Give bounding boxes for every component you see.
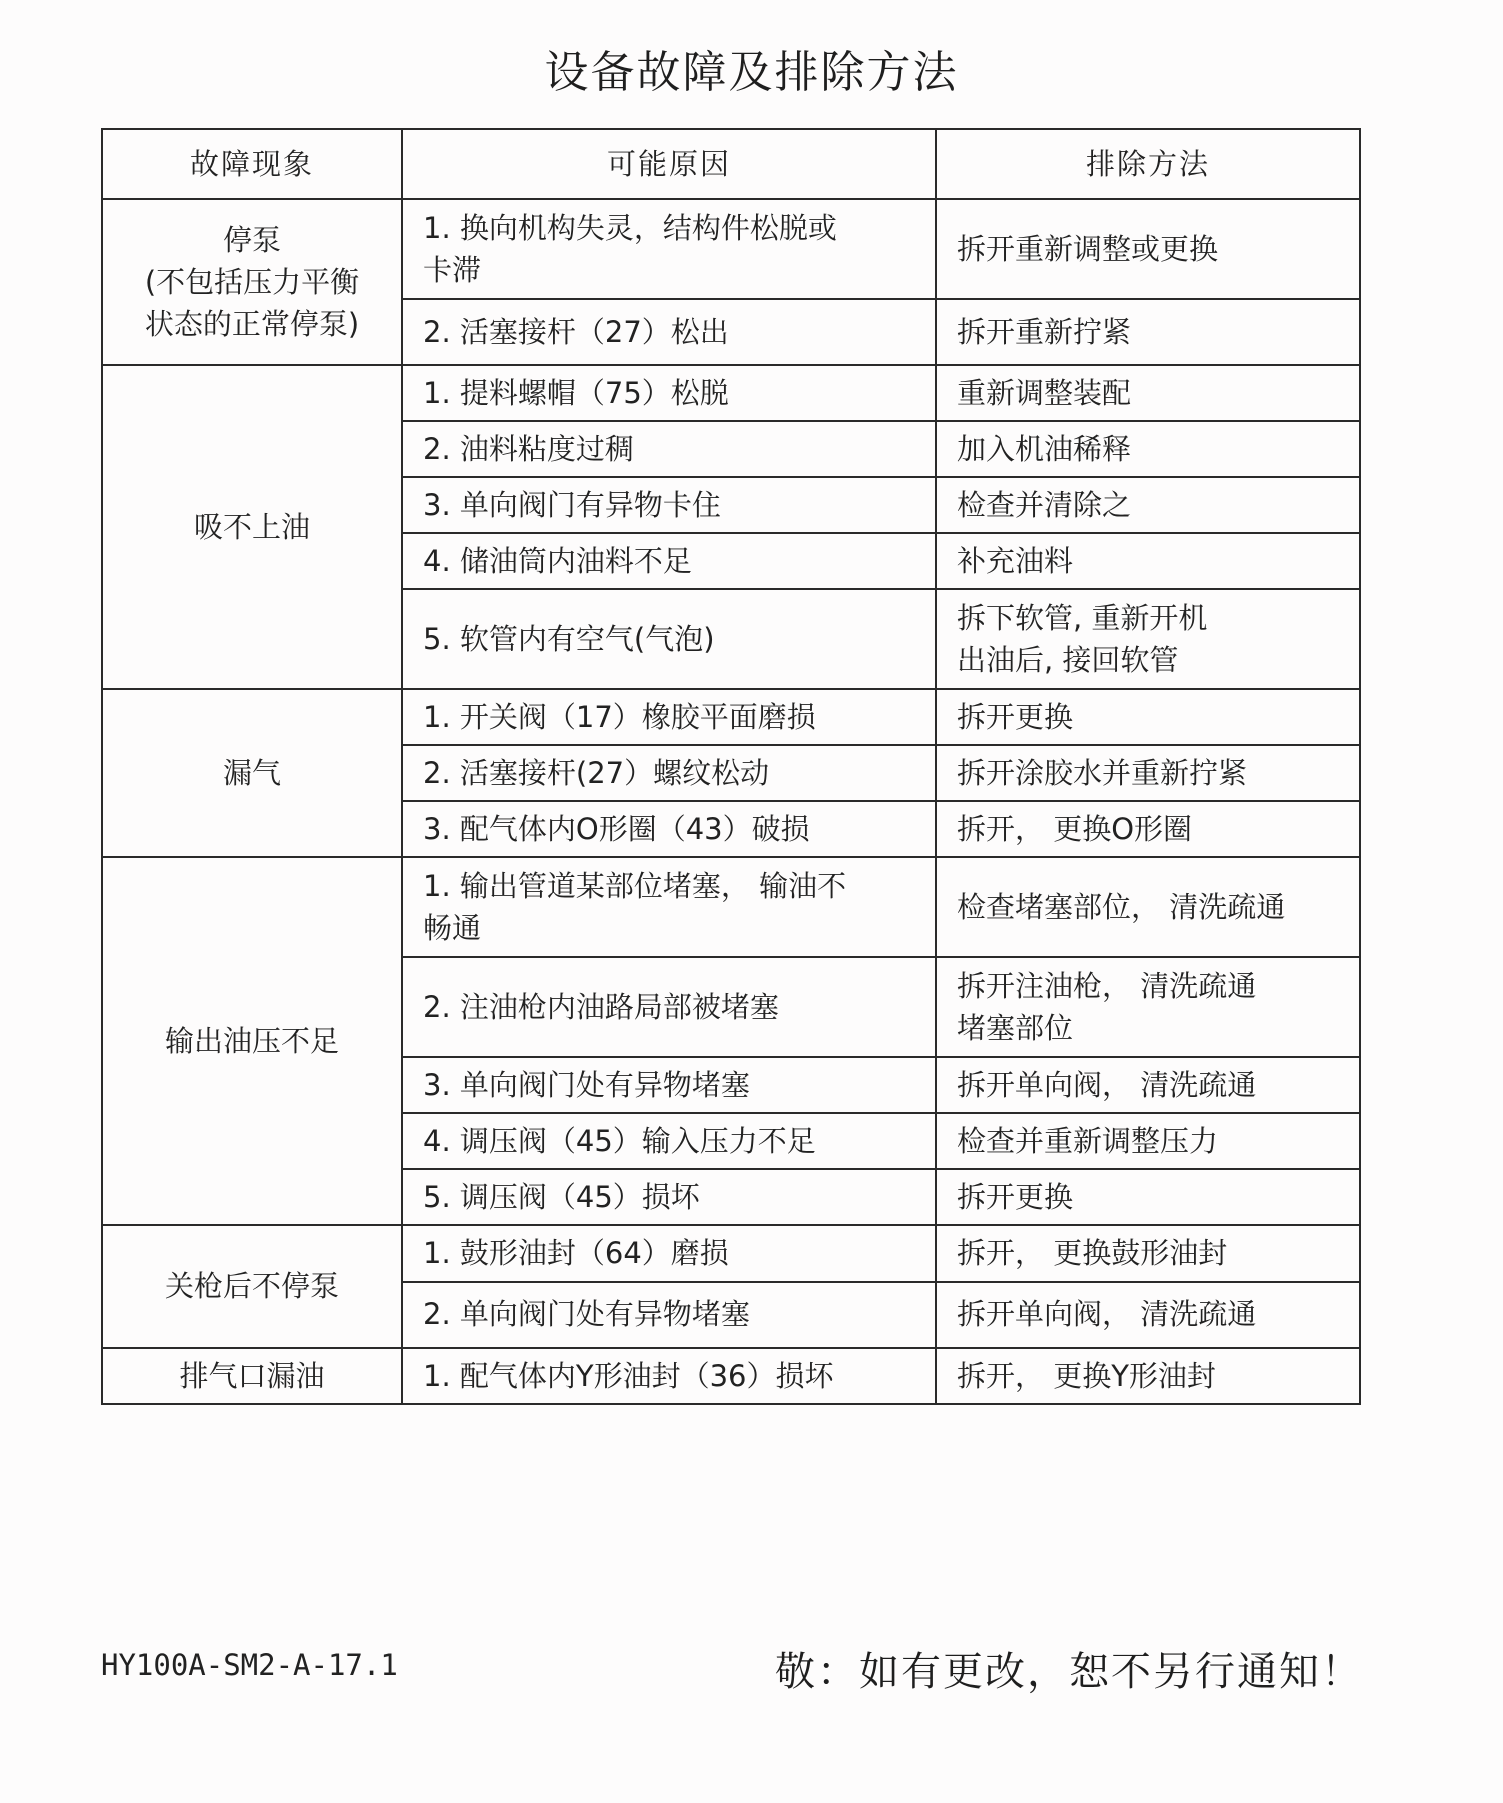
- fix-cell: [936, 745, 1360, 801]
- symptom-text: 关枪后不停泵: [164, 1269, 339, 1304]
- fix-cell: [936, 1057, 1360, 1113]
- fix-text: 补充油料: [957, 544, 1074, 579]
- fix-text: 拆下软管, 重新开机 出油后, 接回软管: [957, 601, 1208, 678]
- cause-cell: [402, 1225, 936, 1281]
- fix-cell: [936, 857, 1360, 957]
- symptom-cell: [102, 1225, 402, 1347]
- change-notice: 敬：如有更改，恕不另行通知！: [775, 1649, 1363, 1695]
- cause-cell: [402, 199, 936, 299]
- cause-text: 1. 提料螺帽（75）松脱: [423, 376, 729, 410]
- fix-cell: [936, 589, 1360, 689]
- cause-cell: [402, 801, 936, 857]
- cause-cell: [402, 745, 936, 801]
- table-header-row: [102, 129, 1360, 199]
- document-code: HY100A-SM2-A-17.1: [101, 1648, 398, 1682]
- fix-text: 拆开， 更换鼓形油封: [957, 1236, 1228, 1271]
- cause-cell: [402, 1282, 936, 1348]
- cause-text: 1. 输出管道某部位堵塞， 输油不 畅通: [423, 869, 847, 946]
- cause-cell: [402, 299, 936, 365]
- fix-text: 拆开， 更换O形圈: [957, 812, 1193, 847]
- cause-text: 2. 活塞接杆(27）螺纹松动: [423, 756, 770, 791]
- symptom-text: 漏气: [222, 756, 281, 791]
- fix-cell: [936, 689, 1360, 745]
- table-row: [102, 365, 1360, 421]
- table-row: [102, 857, 1360, 957]
- cause-cell: [402, 533, 936, 589]
- cause-text: 1. 鼓形油封（64）磨损: [423, 1236, 729, 1271]
- fix-text: 检查并清除之: [957, 488, 1132, 523]
- cause-text: 1. 换向机构失灵，结构件松脱或 卡滞: [423, 210, 837, 287]
- cause-cell: [402, 589, 936, 689]
- table-row: [102, 1348, 1360, 1404]
- cause-cell: [402, 1169, 936, 1225]
- column-header-fix: 排除方法: [936, 129, 1360, 199]
- cause-cell: [402, 1348, 936, 1404]
- fix-cell: [936, 1169, 1360, 1225]
- column-header-cause: 可能原因: [402, 129, 936, 199]
- fix-cell: [936, 801, 1360, 857]
- cause-cell: [402, 1057, 936, 1113]
- fix-text: 拆开， 更换Y形油封: [957, 1358, 1216, 1393]
- symptom-cell: [102, 199, 402, 365]
- table-row: [102, 689, 1360, 745]
- symptom-text: 排气口漏油: [179, 1358, 325, 1393]
- fault-table: [101, 128, 1361, 1405]
- symptom-text: 吸不上油: [193, 510, 310, 545]
- symptom-cell: [102, 689, 402, 857]
- cause-cell: [402, 421, 936, 477]
- fix-text: 拆开涂胶水并重新拧紧: [957, 756, 1248, 791]
- fix-cell: [936, 1282, 1360, 1348]
- fix-text: 拆开单向阀， 清洗疏通: [957, 1068, 1257, 1103]
- cause-text: 2. 活塞接杆（27）松出: [423, 314, 729, 349]
- cause-text: 2. 注油枪内油路局部被堵塞: [423, 990, 779, 1025]
- cause-cell: [402, 689, 936, 745]
- cause-text: 2. 单向阀门处有异物堵塞: [423, 1297, 750, 1332]
- fix-cell: [936, 1113, 1360, 1169]
- symptom-cell: [102, 365, 402, 689]
- cause-cell: [402, 365, 936, 421]
- fix-cell: [936, 365, 1360, 421]
- cause-text: 4. 调压阀（45）输入压力不足: [423, 1124, 816, 1159]
- fix-text: 拆开更换: [957, 700, 1074, 735]
- cause-text: 3. 单向阀门处有异物堵塞: [423, 1068, 750, 1103]
- symptom-cell: [102, 857, 402, 1225]
- fix-cell: [936, 533, 1360, 589]
- cause-cell: [402, 477, 936, 533]
- fix-cell: [936, 957, 1360, 1057]
- fix-text: 拆开注油枪， 清洗疏通 堵塞部位: [957, 969, 1257, 1046]
- fix-cell: [936, 1225, 1360, 1281]
- fix-cell: [936, 199, 1360, 299]
- page-title: 设备故障及排除方法: [544, 47, 959, 98]
- fix-text: 拆开重新拧紧: [957, 314, 1132, 349]
- fix-text: 检查堵塞部位， 清洗疏通: [957, 890, 1286, 925]
- symptom-text: 停泵 (不包括压力平衡 状态的正常停泵): [144, 222, 360, 342]
- cause-text: 4. 储油筒内油料不足: [423, 544, 692, 579]
- fix-text: 拆开重新调整或更换: [957, 231, 1219, 266]
- table-row: [102, 199, 1360, 299]
- cause-text: 5. 调压阀（45）损坏: [423, 1180, 700, 1215]
- fix-cell: [936, 299, 1360, 365]
- cause-cell: [402, 857, 936, 957]
- fix-cell: [936, 1348, 1360, 1404]
- fix-cell: [936, 477, 1360, 533]
- column-header-symptom: 故障现象: [102, 129, 402, 199]
- symptom-cell: [102, 1348, 402, 1404]
- fix-text: 检查并重新调整压力: [957, 1124, 1219, 1159]
- cause-text: 1. 开关阀（17）橡胶平面磨损: [423, 700, 816, 735]
- cause-cell: [402, 1113, 936, 1169]
- cause-text: 2. 油料粘度过稠: [423, 432, 634, 467]
- cause-text: 3. 单向阀门有异物卡住: [423, 488, 721, 523]
- symptom-text: 输出油压不足: [164, 1024, 339, 1059]
- fix-text: 拆开单向阀， 清洗疏通: [957, 1297, 1257, 1332]
- fix-cell: [936, 421, 1360, 477]
- fix-text: 重新调整装配: [957, 376, 1132, 410]
- fix-text: 加入机油稀释: [957, 432, 1132, 467]
- fix-text: 拆开更换: [957, 1180, 1074, 1215]
- cause-text: 3. 配气体内O形圈（43）破损: [423, 812, 810, 847]
- cause-text: 5. 软管内有空气(气泡): [423, 622, 715, 657]
- cause-text: 1. 配气体内Y形油封（36）损坏: [423, 1358, 834, 1393]
- table-row: [102, 1225, 1360, 1281]
- cause-cell: [402, 957, 936, 1057]
